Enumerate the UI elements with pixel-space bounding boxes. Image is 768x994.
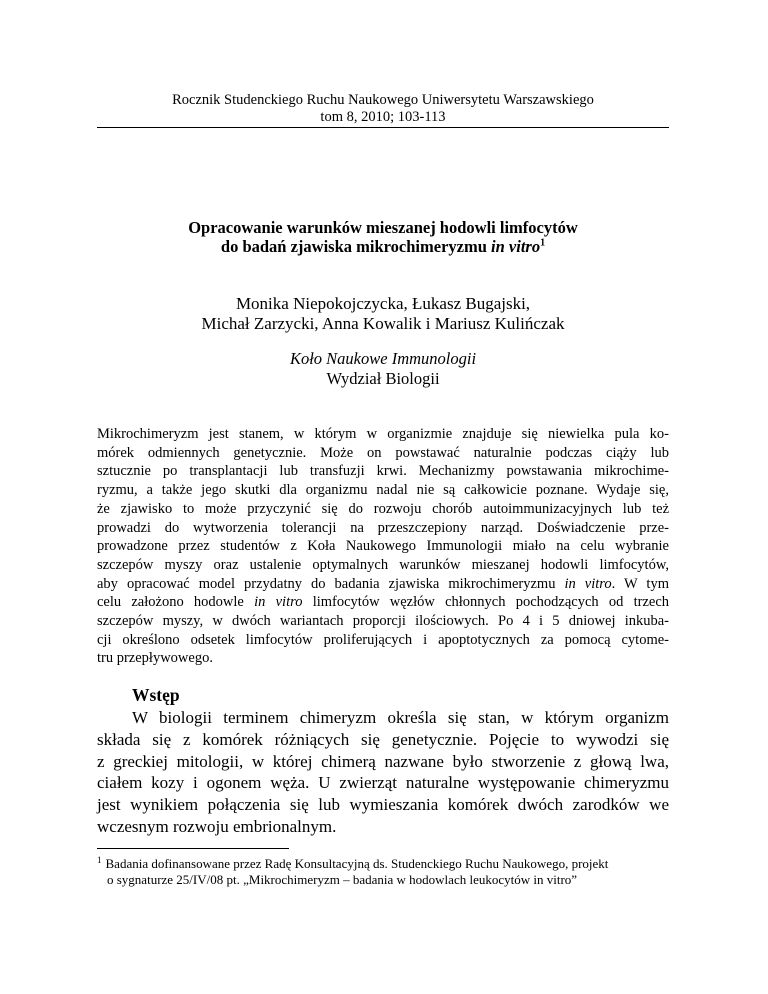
abstract-italic: in vitro [564,575,612,592]
body-line: ciałem kozy i ogonem węża. U zwierząt naturalne występowanie chimeryzmu [97,773,669,793]
abstract-line: ryzmu, a także jego skutki dla organizmu nadal nie są całkowicie poznane. Wydaje się, [97,482,669,499]
header-rule [97,127,669,128]
abstract-text: limfocytów węzłów chłonnych pochodzących od trzech [302,594,670,611]
intro-paragraph [97,707,669,838]
abstract-line: tru przepływowego. [97,650,213,667]
footnote-rule [97,848,289,849]
footnote-mark: 1 [97,854,102,865]
abstract-text: . W tym [611,575,669,592]
title-line-2 [97,237,669,256]
title-footnote-mark: 1 [540,237,546,249]
footnote-line: o sygnaturze 25/IV/08 pt. „Mikrochimeryzm – badania w hodowlach leukocytów in vitro” [107,872,578,887]
abstract-line: mórek odmiennych genetycznie. Może on powstawać naturalnie podczas ciąży lub [97,444,669,461]
body-line: W biologii terminem chimeryzm określa się stan, w którym organizm [132,708,669,727]
abstract-line: że zjawisko to może przyczynić się do rozwoju chorób autoimmunizacyjnych lub też [97,500,669,517]
abstract-text: celu założono hodowle [97,594,255,611]
abstract-line: szczepów myszy oraz ustalenie optymalnych warunków mieszanej hodowli limfocytów, [97,556,669,573]
footnote-text: Badania dofinansowane przez Radę Konsultacyjną ds. Studenckiego Ruchu Naukowego, projekt [105,856,609,871]
running-header [97,92,669,126]
author-list [97,294,669,334]
abstract-italic: in vitro [254,594,303,611]
footnote [97,856,669,888]
abstract-line: cji określono odsetek limfocytów proliferujących i apoptotycznych za pomocą cytome- [97,631,669,648]
volume-info: tom 8, 2010; 103-113 [320,109,446,125]
abstract-line: szczepów myszy, w dwóch wariantach proporcji ilościowych. Po 4 i 5 dniowej inkuba- [97,613,669,630]
abstract-text: aby opracować model przydatny do badania zjawiska mikrochimeryzmu [97,575,565,592]
abstract-line: prowadzi do wytworzenia tolerancji na przeszczepiony narząd. Doświadczenie prze- [97,519,669,536]
title-line-1: Opracowanie warunków mieszanej hodowli limfocytów [188,218,578,237]
body-line: z greckiej mitologii, w której chimerą nazwane było stworzenie z głową lwa, [97,751,669,771]
abstract [97,425,669,668]
abstract-line [97,575,669,594]
journal-name: Rocznik Studenckiego Ruchu Naukowego Uniwersytetu Warszawskiego [172,92,594,108]
affiliation-club: Koło Naukowe Immunologii [289,349,477,368]
article-title [97,218,669,256]
abstract-line: Mikrochimeryzm jest stanem, w którym w organizmie znajduje się niewielka pula ko- [97,426,669,442]
abstract-line: prowadzone przez studentów z Koła Naukowego Immunologii miało na celu wybranie [97,538,669,555]
abstract-line: sztucznie po transplantacji lub transfuzji krwi. Mechanizmy powstawania mikrochime- [97,463,669,480]
section-heading-intro: Wstęp [132,685,180,705]
body-line: wczesnym rozwoju embrionalnym. [97,816,337,836]
title-line-2-text: do badań zjawiska mikrochimeryzmu [220,237,492,256]
body-line: składa się z komórek różniących się genetycznie. Pojęcie to wywodzi się [97,729,669,749]
body-line: jest wynikiem połączenia się lub wymieszania komórek dwóch zarodków we [97,795,669,815]
footnote-line [97,856,669,872]
title-italic: in vitro [491,237,541,256]
affiliation [97,349,669,389]
authors-line-2: Michał Zarzycki, Anna Kowalik i Mariusz Kulińczak [201,314,565,333]
affiliation-faculty: Wydział Biologii [326,369,440,388]
authors-line-1: Monika Niepokojczycka, Łukasz Bugajski, [235,294,531,313]
abstract-line [97,593,669,612]
